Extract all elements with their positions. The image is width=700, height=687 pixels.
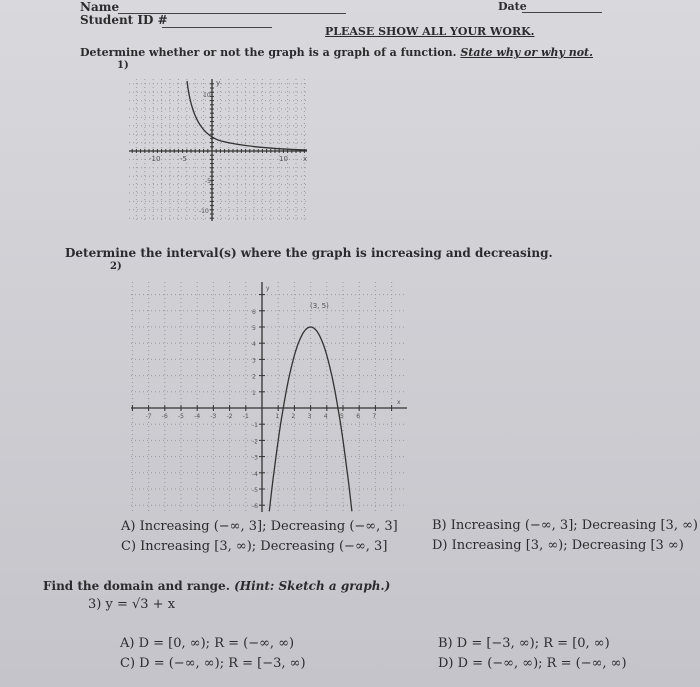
q1-xtick-10: 10 [279,155,288,163]
q1-y-label: y [216,79,221,87]
q1-prompt [80,46,593,59]
q1-graph [125,75,315,225]
q1-ytick-10: 10 [203,92,211,99]
q2-vertex-label: (3, 5) [310,302,329,310]
q1-x-label: x [303,155,308,163]
q2-xtick-label: -6 [161,413,168,420]
q2-x-label: x [397,399,401,406]
q1-prompt-main: Determine whether or not the graph is a graph of a function. [80,46,457,59]
q2-ytick-label: 2 [252,373,256,381]
q2-xtick-label: -4 [194,413,201,420]
instruction-text: PLEASE SHOW ALL YOUR WORK. [325,25,535,38]
q3-choice-b[interactable]: B) D = [−3, ∞); R = [0, ∞) [438,636,610,651]
q2-choice-c[interactable]: C) Increasing [3, ∞); Decreasing (−∞, 3] [121,539,388,554]
q2-xtick-label: 3 [307,413,312,420]
q2-xtick-label: 2 [291,413,296,420]
q1-ytick-neg5: -5 [205,178,211,185]
q3-number: 3) [88,597,102,612]
q2-ytick-label: -6 [252,503,258,511]
q2-choice-b[interactable]: B) Increasing (−∞, 3]; Decreasing [3, ∞) [432,518,698,533]
q3-choice-a[interactable]: A) D = [0, ∞); R = (−∞, ∞) [120,636,295,651]
q2-grid [131,282,407,512]
q2-ytick-label: 6 [252,308,256,316]
q2-xtick-label: -7 [145,413,152,420]
q2-ytick-label: -3 [252,454,258,462]
q2-ytick-label: -2 [252,438,258,446]
q2-ytick-label: 4 [252,341,256,349]
q2-graph [125,278,415,516]
q2-xtick-label: 4 [323,413,328,420]
date-label: Date [498,0,527,13]
q2-y-label: y [266,285,270,292]
q2-xtick-label: -3 [210,413,217,420]
q3-prompt [43,579,390,593]
q2-xtick-label: 7 [372,413,377,420]
q1-number: 1) [117,60,129,71]
q2-number: 2) [110,261,122,272]
q1-prompt-underlined: State why or why not. [460,46,593,59]
q3-hint: (Hint: Sketch a graph.) [234,579,391,593]
q2-xtick-label: -1 [242,413,249,420]
q3-expression: y = √3 + x [105,597,176,612]
q2-xtick-label: 6 [356,413,361,420]
q3-choice-c[interactable]: C) D = (−∞, ∞); R = [−3, ∞) [120,656,306,671]
q2-xtick-label: -2 [226,413,233,420]
q2-prompt: Determine the interval(s) where the graph is increasing and decreasing. [65,246,553,260]
q2-ytick-label: 3 [252,357,256,365]
q1-xtick-neg10: -10 [149,155,161,163]
student-id-label: Student ID # [80,13,168,27]
q2-xtick-label: 1 [275,413,280,420]
q3-prompt-main: Find the domain and range. [43,579,230,593]
student-id-blank[interactable] [162,27,272,28]
q2-ytick-label: -5 [252,487,258,494]
q1-ytick-neg10: -10 [199,208,209,215]
q1-xtick-neg5: -5 [180,155,187,163]
q2-ytick-label: -1 [252,422,258,430]
name-label: Name [80,0,120,14]
q2-choice-d[interactable]: D) Increasing [3, ∞); Decreasing [3 ∞) [432,538,684,553]
q2-xtick-label: -5 [178,413,184,420]
q2-ytick-label: 5 [252,325,256,332]
q2-ytick-label: 1 [252,389,256,397]
q1-grid [129,79,307,221]
q3-choice-d[interactable]: D) D = (−∞, ∞); R = (−∞, ∞) [438,656,627,671]
q2-choice-a[interactable]: A) Increasing (−∞, 3]; Decreasing (−∞, 3] [121,519,398,534]
date-blank[interactable] [522,12,602,13]
q2-ytick-label: -4 [252,470,258,478]
q3-line [88,597,175,612]
q2-xtick-label: 5 [340,413,344,420]
